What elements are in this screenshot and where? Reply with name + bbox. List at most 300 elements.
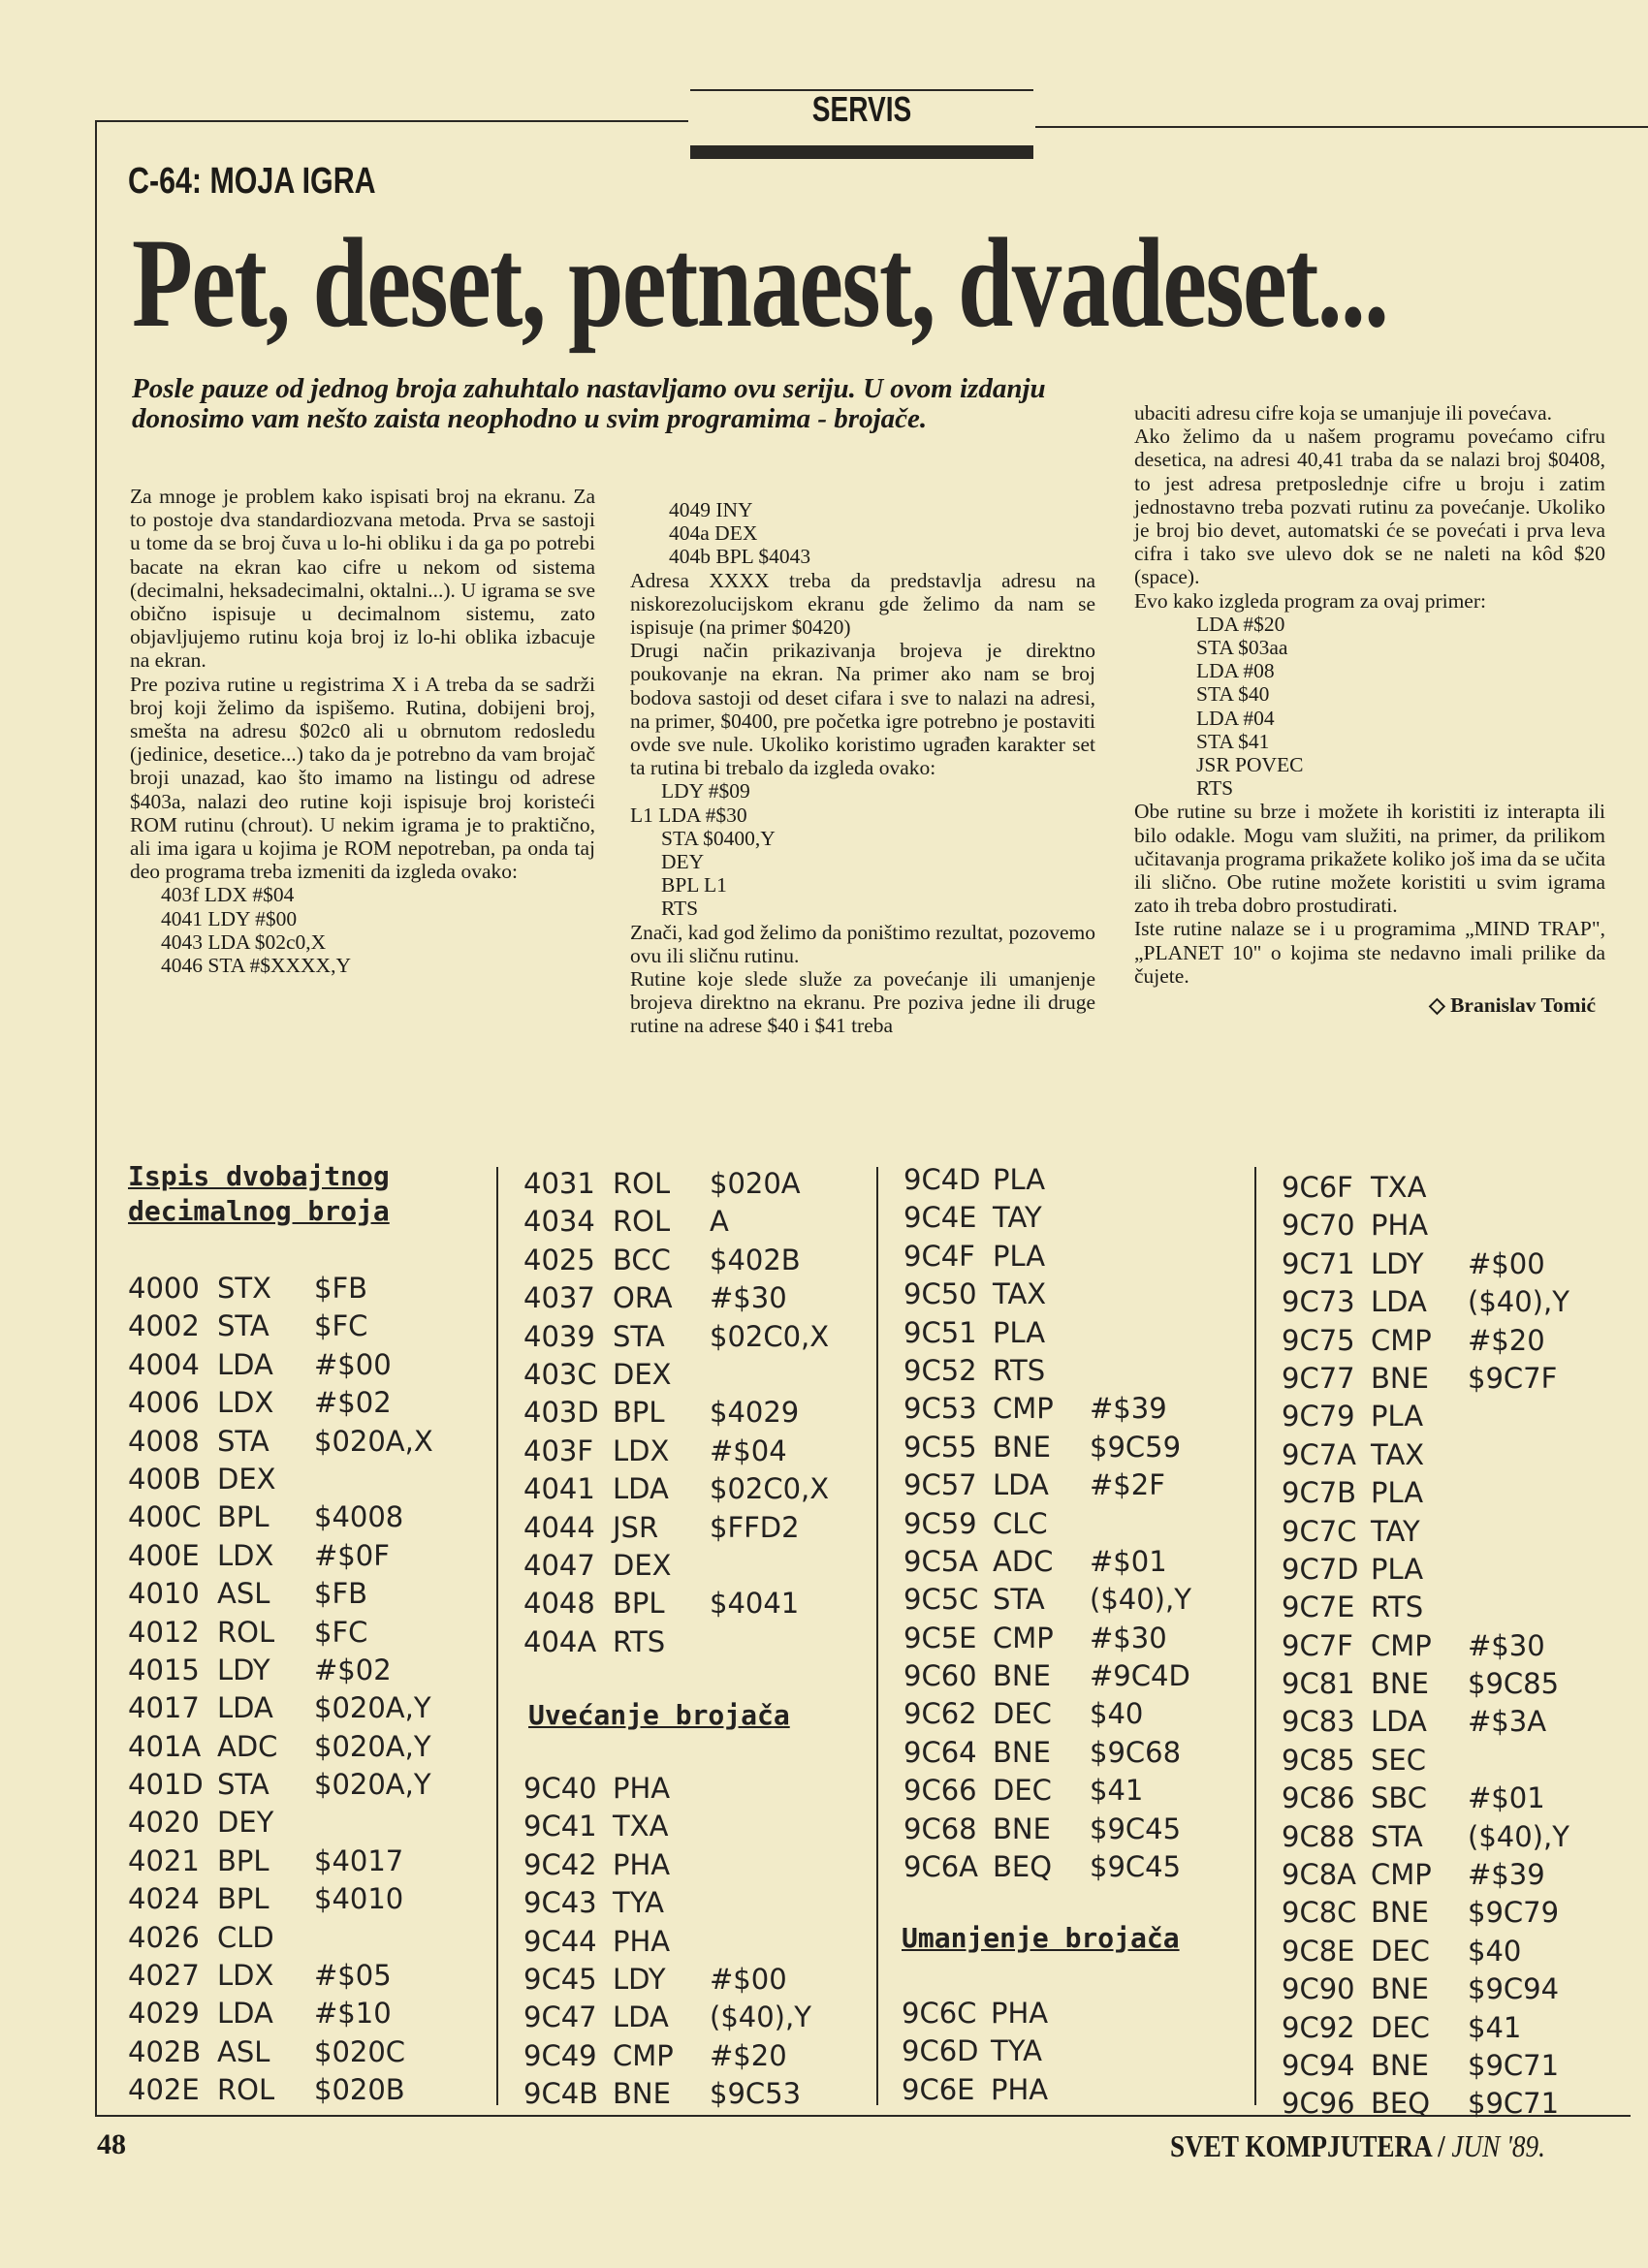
listing-operand: $4008: [314, 1500, 404, 1534]
listing-operand: #$04: [710, 1433, 787, 1467]
listing-opcode: BPL: [613, 1396, 665, 1430]
col3-paragraph-5: Iste rutine nalaze se i u programima „MIND TRAP", „PLANET 10" o kojima ste nedavno imali prilike da čujete.: [1134, 917, 1605, 988]
listing-address: 401A: [128, 1729, 202, 1763]
listing-operand: A: [710, 1205, 729, 1239]
listing-operand: #$3A: [1468, 1705, 1547, 1739]
listing-operand: [710, 1884, 826, 1922]
listing-operand: [1468, 1169, 1584, 1207]
listing-operand: #$0F: [314, 1538, 390, 1572]
listing-operand: $FB: [314, 1577, 368, 1611]
listing-row: [128, 1270, 430, 1307]
listing-operand: [314, 1804, 430, 1842]
listing-address: 4004: [128, 1347, 200, 1381]
listing-operand: #$30: [1090, 1621, 1167, 1654]
listing-address: 403C: [523, 1357, 597, 1391]
listing-operand: #$2F: [1090, 1468, 1165, 1502]
listing-row: [1282, 1856, 1584, 1894]
listing-address: 4008: [128, 1424, 200, 1458]
listing-row: [1282, 2085, 1584, 2123]
listing-address: 9C83: [1282, 1705, 1355, 1739]
listing-opcode: LDA: [217, 1997, 273, 2031]
listing-row: [128, 1461, 430, 1498]
listing-address: 9C86: [1282, 1781, 1355, 1815]
col1-code-line: 4041 LDY #$00: [161, 906, 298, 930]
listing-opcode: BNE: [1371, 1361, 1429, 1395]
listing-address: 9C75: [1282, 1323, 1355, 1357]
listing-address: 4031: [523, 1167, 595, 1200]
listing-address: 4006: [128, 1386, 200, 1420]
listing-operand: [1468, 1436, 1584, 1474]
listing-address: 9C7E: [1282, 1591, 1355, 1624]
listing-opcode: LDY: [613, 1962, 666, 1996]
listing-opcode: RTS: [1371, 1591, 1424, 1624]
col2-code-line: 404a DEX: [669, 521, 758, 546]
listing-opcode: RTS: [613, 1624, 666, 1658]
listing-address: 9C49: [523, 2038, 597, 2072]
listing-row: [903, 1581, 1206, 1619]
listing-operand: #9C4D: [1090, 1659, 1190, 1693]
listing-row: [1282, 1474, 1584, 1512]
article-headline: Pet, deset, petnaest, dvadeset...: [132, 211, 1388, 354]
col3-paragraph-2: Ako želimo da u našem programu povećamo cifru desetica, na adresi 40,41 traba da se nalazi broj $0408, to jest adresa pretposlednje cifre u broju i zatim jednostavno treba pozvati rutinu za povećanje. Ukoliko je broj bio devet, automatski će se povećati i prva leva cifra i tako sve ulevo dok se ne naleti na kôd $20 (space).: [1134, 425, 1605, 589]
listing-opcode: TYA: [613, 1886, 665, 1920]
listing-opcode: ADC: [217, 1729, 278, 1763]
issue-date: JUN '89.: [1451, 2128, 1545, 2163]
listing-opcode: SBC: [1371, 1781, 1428, 1815]
listing-row: [128, 1880, 430, 1918]
listing-row: [903, 1734, 1206, 1772]
listing-opcode: DEY: [217, 1806, 274, 1840]
listing-address: 9C51: [903, 1315, 977, 1349]
listing-operand: [1090, 1314, 1206, 1352]
listing-operand: [1468, 1742, 1584, 1780]
listing-row: [523, 1203, 826, 1241]
listing-operand: [1088, 1995, 1204, 2032]
listing-address: 9C88: [1282, 1819, 1355, 1853]
listing-address: 9C55: [903, 1430, 977, 1464]
listing-operand: $41: [1090, 1774, 1144, 1808]
listing-opcode: LDY: [217, 1653, 270, 1686]
listing-address: 9C5C: [903, 1583, 979, 1617]
listing-address: 4012: [128, 1615, 200, 1649]
listing-opcode: ROL: [217, 1615, 275, 1649]
listing-address: 4044: [523, 1510, 595, 1544]
listing-opcode: PLA: [1371, 1476, 1424, 1510]
listing-operand: $9C94: [1468, 1972, 1560, 2006]
listing-opcode: LDY: [1371, 1246, 1424, 1280]
listing-opcode: ADC: [993, 1544, 1054, 1578]
listing-address: 9C5E: [903, 1621, 977, 1654]
listing-operand: [1090, 1276, 1206, 1313]
listing-row: [1282, 1780, 1584, 1817]
listing-address: 9C45: [523, 1962, 597, 1996]
listing-opcode: CMP: [1371, 1628, 1432, 1662]
listing-address: 4010: [128, 1577, 200, 1611]
listing-operand: #$02: [314, 1653, 392, 1686]
listing-operand: #$39: [1090, 1392, 1167, 1426]
listing-row: [128, 1766, 430, 1804]
listing-opcode: LDA: [993, 1468, 1049, 1502]
listing-operand: [1090, 1238, 1206, 1276]
listing-operand: $020A,X: [314, 1424, 433, 1458]
col2-paragraph-4: Rutine koje slede služe za povećanje ili umanjenje brojeva direktno na ekranu. Pre poziva jedne ili druge rutine na adrese $40 i $41 treba: [630, 967, 1095, 1038]
listing-operand: [710, 1356, 826, 1394]
article-kicker: C-64: MOJA IGRA: [128, 161, 376, 202]
listing-address: 4020: [128, 1806, 200, 1840]
listing-operand: $9C68: [1090, 1735, 1182, 1769]
listing-address: 9C52: [903, 1353, 977, 1387]
listing-opcode: PHA: [613, 1847, 671, 1881]
listing-address: 9C44: [523, 1924, 597, 1958]
listing-row: [523, 1808, 826, 1845]
listing-column-2: [523, 1165, 830, 1661]
listing-opcode: CMP: [1371, 1858, 1432, 1892]
listing-row: [903, 1314, 1206, 1352]
listing-opcode: TYA: [991, 2034, 1043, 2068]
listing-row: [523, 1356, 826, 1394]
listing-operand: $4017: [314, 1843, 404, 1877]
listing-operand: #$20: [710, 2038, 787, 2072]
listing-address: 400B: [128, 1462, 202, 1496]
listing-ispis-header: [128, 1159, 390, 1229]
listing-address: 9C7D: [1282, 1552, 1359, 1586]
listing-title-uvecanje: Uvećanje brojača: [528, 1699, 790, 1731]
listing-opcode: TXA: [613, 1810, 669, 1843]
listing-opcode: BPL: [217, 1500, 269, 1534]
listing-opcode: CLC: [993, 1506, 1048, 1540]
listing-row: [523, 1961, 826, 1999]
listing-address: 9C94: [1282, 2048, 1355, 2082]
listing-opcode: LDA: [217, 1691, 273, 1725]
listing-address: 9C77: [1282, 1361, 1355, 1395]
col2-code-line: LDY #$09: [661, 779, 750, 803]
listing-operand: #$20: [1468, 1323, 1545, 1357]
listing-row: [523, 1846, 826, 1884]
listing-operand: $FB: [314, 1272, 368, 1305]
listing-opcode: BNE: [613, 2077, 671, 2111]
listing-opcode: STX: [217, 1272, 271, 1305]
listing-opcode: PLA: [1371, 1552, 1424, 1586]
col3-code-line: JSR POVEC: [1196, 753, 1304, 777]
listing-row: [1282, 1818, 1584, 1856]
listing-divider-1: [496, 1167, 498, 2105]
listing-address: 9C4D: [903, 1163, 981, 1196]
listing-operand: $020A,Y: [314, 1768, 431, 1802]
col2-code-line: RTS: [661, 897, 699, 921]
listing-address: 9C6E: [902, 2072, 975, 2106]
listing-address: 9C96: [1282, 2087, 1355, 2121]
frame-left-rule: [95, 120, 97, 2115]
listing-opcode: DEX: [613, 1357, 672, 1391]
listing-row: [1282, 1894, 1584, 1932]
listing-opcode: BPL: [217, 1882, 269, 1916]
section-label: SERVIS: [811, 89, 912, 129]
listing-address: 9C6A: [903, 1850, 978, 1884]
listing-row: [128, 1728, 430, 1766]
listing-operand: [1468, 1589, 1584, 1626]
listing-operand: $9C53: [710, 2077, 802, 2111]
listing-title-umanjenje: Umanjenje brojača: [902, 1922, 1180, 1954]
listing-opcode: STA: [217, 1424, 269, 1458]
listing-opcode: CMP: [1371, 1323, 1432, 1357]
col3-code-line: LDA #04: [1196, 706, 1275, 730]
listing-address: 403F: [523, 1433, 594, 1467]
listing-address: 4000: [128, 1272, 200, 1305]
listing-row: [903, 1695, 1206, 1733]
listing-address: 9C64: [903, 1735, 977, 1769]
listing-operand: ($40),Y: [1468, 1819, 1569, 1853]
listing-opcode: PHA: [1371, 1209, 1429, 1243]
listing-address: 9C8E: [1282, 1934, 1355, 1968]
listing-opcode: BNE: [993, 1811, 1051, 1845]
listing-column-4: [1282, 1169, 1584, 2124]
listing-opcode: RTS: [993, 1353, 1046, 1387]
listing-row: [128, 1384, 430, 1422]
listing-opcode: LDA: [613, 2000, 669, 2034]
listing-opcode: BNE: [1371, 1972, 1429, 2006]
listing-opcode: DEX: [217, 1462, 276, 1496]
listing-operand: $9C7F: [1468, 1361, 1558, 1395]
listing-opcode: ASL: [217, 2034, 270, 2068]
listing-operand: [710, 1623, 826, 1661]
listing-row: [523, 2075, 826, 2113]
listing-operand: $02C0,X: [710, 1319, 830, 1353]
col1-code-line: 4046 STA #$XXXX,Y: [161, 954, 351, 978]
listing-row: [128, 1689, 430, 1727]
text-column-1: [130, 485, 595, 977]
listing-row: [903, 1238, 1206, 1276]
listing-row: [903, 1848, 1206, 1886]
article-lead: Posle pauze od jednog broja zahuhtalo nastavljamo ovu seriju. U ovom izdanju donosimo vam nešto zaista neophodno u svim programima - brojače.: [132, 373, 1046, 434]
col2-code-line: 4049 INY: [669, 498, 753, 521]
listing-column-3: [903, 1161, 1206, 1886]
listing-operand: #$01: [1090, 1544, 1167, 1578]
listing-operand: [710, 1846, 826, 1884]
listing-address: 4037: [523, 1281, 595, 1315]
listing-operand: $9C79: [1468, 1896, 1560, 1930]
listing-operand: [314, 1461, 430, 1498]
listing-address: 9C90: [1282, 1972, 1355, 2006]
listing-operand: $9C71: [1468, 2048, 1560, 2082]
listing-operand: $4041: [710, 1587, 800, 1621]
listing-operand: [1088, 2071, 1204, 2109]
top-rule-left: [95, 120, 688, 122]
listing-address: 9C59: [903, 1506, 977, 1540]
listing-operand: $4029: [710, 1396, 800, 1430]
listing-operand: ($40),Y: [1468, 1285, 1569, 1319]
listing-row: [902, 2071, 1204, 2109]
listing-row: [523, 2037, 826, 2075]
listing-row: [1282, 1589, 1584, 1626]
top-rule-right: [1035, 126, 1648, 128]
text-column-2: [630, 498, 1095, 1038]
listing-opcode: STA: [613, 1319, 665, 1353]
listing-opcode: PLA: [993, 1163, 1046, 1196]
col2-code-line: STA $0400,Y: [661, 826, 776, 850]
listing-address: 9C8C: [1282, 1896, 1357, 1930]
listing-address: 402B: [128, 2034, 202, 2068]
magazine-footer: [1170, 2128, 1545, 2164]
listing-operand: #$00: [710, 1962, 787, 1996]
listing-operand: [710, 1547, 826, 1585]
listing-operand: [1090, 1161, 1206, 1199]
listing-row: [1282, 1245, 1584, 1283]
listing-opcode: ROL: [613, 1167, 671, 1200]
listing-operand: $40: [1468, 1934, 1522, 1968]
listing-opcode: BNE: [1371, 1667, 1429, 1701]
listing-opcode: ROL: [217, 2073, 275, 2107]
listing-address: 9C6F: [1282, 1171, 1353, 1204]
listing-row: [128, 2071, 430, 2109]
listing-row: [1282, 1513, 1584, 1551]
listing-operand: [1468, 1398, 1584, 1435]
listing-address: 9C6D: [902, 2034, 979, 2068]
listing-title: Ispis dvobajtnog: [128, 1160, 390, 1192]
listing-address: 4048: [523, 1587, 595, 1621]
col3-paragraph-1: ubaciti adresu cifre koja se umanjuje ili povećava.: [1134, 401, 1553, 425]
listing-divider-3: [1254, 1167, 1256, 2105]
listing-opcode: BEQ: [1371, 2087, 1431, 2121]
listing-opcode: LDA: [1371, 1285, 1427, 1319]
listing-row: [1282, 2009, 1584, 2047]
listing-address: 9C43: [523, 1886, 597, 1920]
listing-operand: [1088, 2032, 1204, 2070]
listing-opcode: DEC: [1371, 1934, 1430, 1968]
listing-opcode: PLA: [993, 1315, 1046, 1349]
col3-code-line: RTS: [1196, 776, 1234, 801]
col2-code-line: L1 LDA #$30: [630, 803, 747, 827]
listing-opcode: BNE: [1371, 2048, 1429, 2082]
listing-address: 9C40: [523, 1772, 597, 1805]
listing-operand: [314, 1919, 430, 1957]
text-column-3: [1134, 401, 1605, 1017]
listing-address: 9C8A: [1282, 1858, 1356, 1892]
listing-address: 9C85: [1282, 1743, 1355, 1777]
listing-operand: [1090, 1505, 1206, 1543]
listing-address: 9C68: [903, 1811, 977, 1845]
listing-operand: $FC: [314, 1615, 368, 1649]
listing-row: [128, 1843, 430, 1880]
listing-address: 9C42: [523, 1847, 597, 1881]
col3-paragraph-3: Evo kako izgleda program za ovaj primer:: [1134, 588, 1486, 613]
listing-operand: [1468, 1513, 1584, 1551]
listing-row: [903, 1620, 1206, 1657]
listing-address: 400C: [128, 1500, 202, 1534]
listing-operand: [710, 1770, 826, 1808]
listing-address: 9C66: [903, 1774, 977, 1808]
listing-opcode: BNE: [993, 1659, 1051, 1693]
listing-row: [128, 1652, 430, 1689]
listing-operand: [710, 1923, 826, 1961]
listing-address: 402E: [128, 2073, 200, 2107]
listing-row: [523, 1470, 830, 1508]
listing-row: [903, 1429, 1206, 1466]
listing-row: [1282, 1551, 1584, 1589]
listing-operand: $9C45: [1090, 1811, 1182, 1845]
magazine-name: SVET KOMPJUTERA /: [1170, 2128, 1452, 2163]
listing-row: [903, 1199, 1206, 1237]
listing-opcode: CLD: [217, 1920, 274, 1954]
col2-code-line: BPL L1: [661, 873, 727, 898]
col3-code-line: STA $40: [1196, 682, 1270, 707]
listing-row: [1282, 1398, 1584, 1435]
listing-operand: #$30: [710, 1281, 787, 1315]
listing-operand: $9C71: [1468, 2087, 1560, 2121]
listing-row: [523, 1509, 826, 1547]
listing-row: [1282, 1627, 1584, 1665]
listing-address: 9C7C: [1282, 1514, 1357, 1548]
listing-operand: #$01: [1468, 1781, 1545, 1815]
listing-opcode: PLA: [1371, 1400, 1424, 1433]
listing-row: [128, 2033, 430, 2071]
listing-opcode: LDX: [613, 1433, 670, 1467]
listing-address: 403D: [523, 1396, 599, 1430]
listing-row: [523, 1165, 826, 1203]
col3-code-line: STA $03aa: [1196, 636, 1288, 660]
col2-paragraph-2: Drugi način prikazivanja brojeva je direktno poukovanje na ekran. Na primer ako nam se broj bodova sastoji od deset cifara i sve to nalazi na adresi, na primer, $0400, pre početka igre potrebno je postaviti ovde sve nule. Ukoliko koristimo ugrađen karakter set ta rutina bi trebalo da izgleda ovako:: [630, 639, 1095, 780]
listing-row: [903, 1466, 1206, 1504]
listing-operand: $020A,Y: [314, 1729, 431, 1763]
listing-row: [128, 1957, 430, 1995]
listing-opcode: DEC: [1371, 2010, 1430, 2044]
listing-row: [128, 1423, 433, 1461]
listing-opcode: PHA: [991, 2072, 1049, 2106]
listing-opcode: BNE: [1371, 1896, 1429, 1930]
listing-address: 4029: [128, 1997, 200, 2031]
listing-opcode: LDA: [613, 1472, 669, 1506]
listing-row: [903, 1543, 1206, 1581]
listing-address: 9C62: [903, 1697, 977, 1731]
listing-opcode: ASL: [217, 1577, 270, 1611]
col2-paragraph-1: Adresa XXXX treba da predstavlja adresu na niskorezolucijskom ekranu gde želimo da nam se ispisuje (na primer $0420): [630, 568, 1095, 640]
listing-opcode: BNE: [993, 1735, 1051, 1769]
listing-address: 4017: [128, 1691, 200, 1725]
listing-operand: [1468, 1551, 1584, 1589]
listing-address: 4034: [523, 1205, 595, 1239]
listing-row: [523, 1770, 826, 1808]
listing-row: [1282, 1933, 1584, 1970]
listing-row: [523, 1585, 826, 1622]
listing-operand: $9C59: [1090, 1430, 1182, 1464]
listing-operand: #$05: [314, 1959, 392, 1993]
listing-row: [903, 1352, 1206, 1390]
listing-address: 4026: [128, 1920, 200, 1954]
section-label-bar: [690, 145, 1033, 159]
listing-row: [903, 1772, 1206, 1810]
listing-operand: #$02: [314, 1386, 392, 1420]
listing-row: [1282, 1283, 1584, 1321]
listing-address: 9C7F: [1282, 1628, 1353, 1662]
listing-column-3-continued: [902, 1995, 1204, 2109]
listing-opcode: BPL: [613, 1587, 665, 1621]
listing-row: [523, 1999, 826, 2036]
listing-address: 9C4B: [523, 2077, 599, 2111]
listing-row: [903, 1505, 1206, 1543]
listing-opcode: LDX: [217, 1959, 274, 1993]
listing-row: [128, 1498, 430, 1536]
listing-opcode: CMP: [993, 1392, 1054, 1426]
listing-row: [1282, 1703, 1584, 1741]
listing-row: [902, 2032, 1204, 2070]
listing-opcode: ORA: [613, 1281, 673, 1315]
col2-code-line: 404b BPL $4043: [669, 545, 811, 569]
listing-address: 9C5A: [903, 1544, 978, 1578]
page-number: 48: [97, 2128, 126, 2160]
listing-row: [523, 1547, 826, 1585]
col3-paragraph-4: Obe rutine su brze i možete ih koristiti iz interapta ili bilo odakle. Mogu vam služiti, na primer, da prilikom učitavanja programa prikažete koliko još ima da se učita ili slično. Obe rutine možete koristiti u svim igrama zato ih treba dobro prostudirati.: [1134, 800, 1605, 918]
listing-row: [523, 1433, 826, 1470]
listing-column-1: [128, 1270, 433, 2110]
